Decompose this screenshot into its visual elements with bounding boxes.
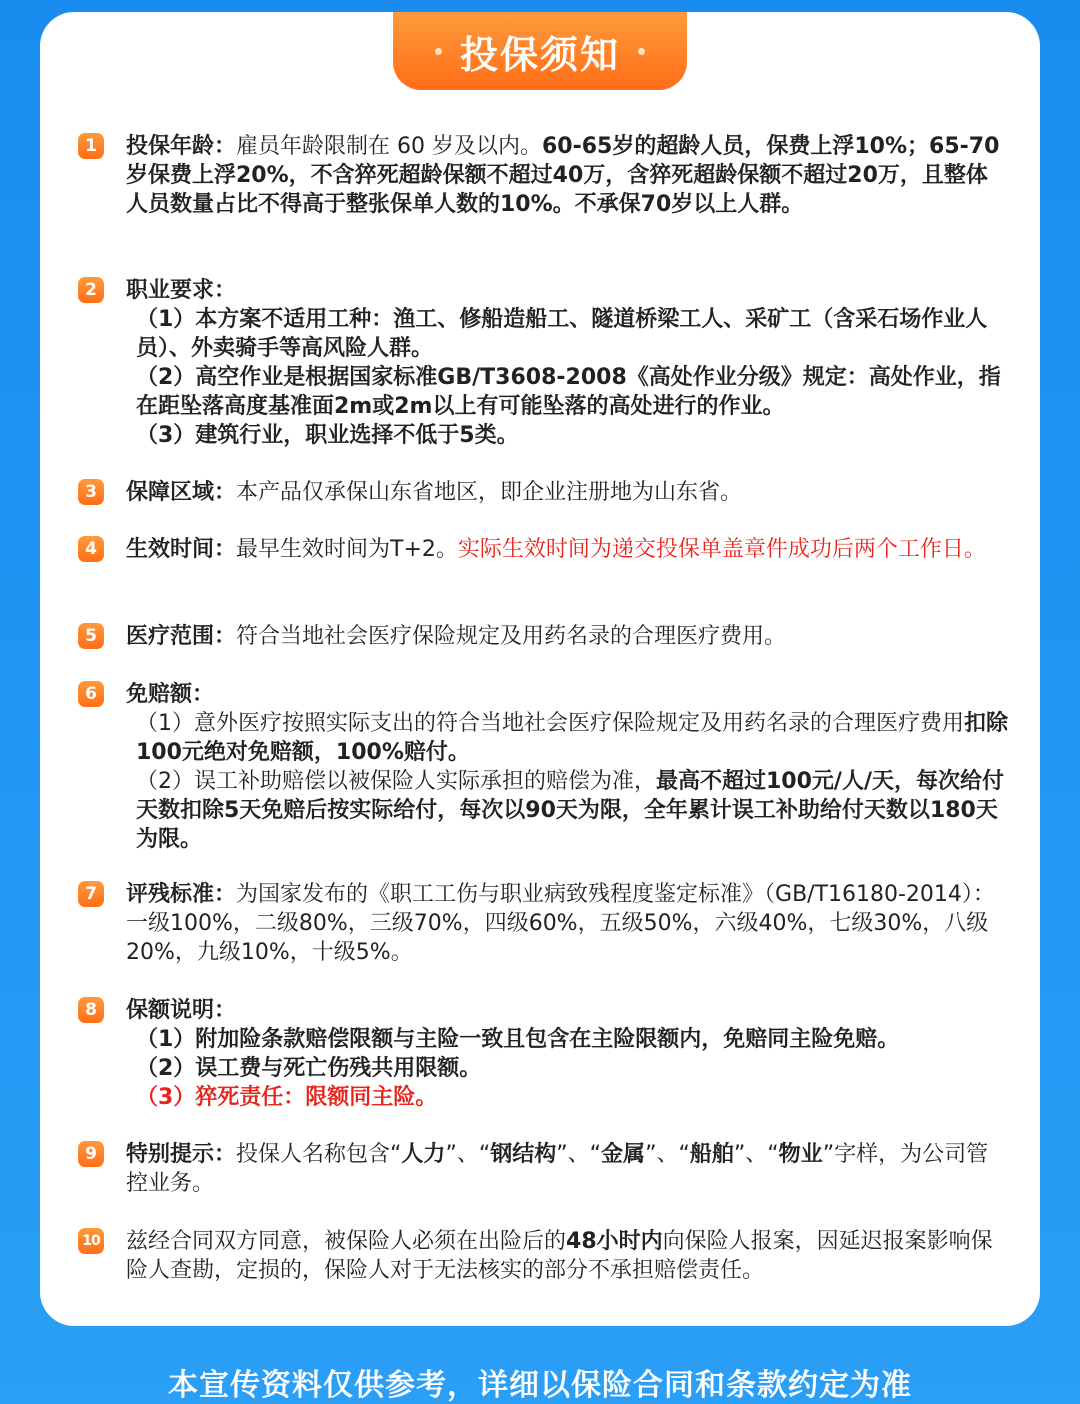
item-number-badge: 2: [78, 277, 104, 303]
item-text: 保额说明： （1）附加险条款赔偿限额与主险一致且包含在主险限额内，免赔同主险免赔。 （2）误工费与死亡伤残共用限额。 （3）猝死责任：限额同主险。: [126, 996, 1008, 1112]
item-number-badge: 5: [78, 623, 104, 649]
item-label: 特别提示：: [126, 1142, 237, 1167]
item-number-badge: 9: [78, 1141, 104, 1167]
item-label: 保障区域：: [126, 480, 237, 505]
item-text: 特别提示：投保人名称包含“人力”、“钢结构”、“金属”、“船舶”、“物业”字样，为公司管控业务。: [126, 1142, 989, 1196]
item-number-badge: 7: [78, 881, 104, 907]
item-label: 职业要求：: [126, 278, 237, 303]
item-label: 评残标准：: [126, 882, 237, 907]
item-text: 评残标准：为国家发布的《职工工伤与职业病致残程度鉴定标准》（GB/T16180-2014）：一级100%，二级80%，三级70%，四级60%，五级50%，六级40%，七级30%，八级20%，九级10%，十级5%。: [126, 882, 995, 965]
item-number-badge: 3: [78, 479, 104, 505]
item-number-badge: 6: [78, 681, 104, 707]
item-label: 免赔额：: [126, 682, 215, 707]
item-text: 兹经合同双方同意，被保险人必须在出险后的48小时内向保险人报案，因延迟报案影响保险人查勘，定损的，保险人对于无法核实的部分不承担赔偿责任。: [126, 1229, 993, 1283]
title-tab: [393, 12, 687, 90]
item-number-badge: 8: [78, 997, 104, 1023]
item-label: 医疗范围：: [126, 624, 237, 649]
item-number-badge: 1: [78, 133, 104, 159]
page-title: 投保须知: [459, 32, 620, 77]
item-label: 保额说明：: [126, 998, 237, 1023]
title-dot-left: [435, 48, 442, 55]
disclaimer-footer: 本宣传资料仅供参考，详细以保险合同和条款约定为准: [168, 1368, 912, 1403]
item-text: 保障区域：本产品仅承保山东省地区，即企业注册地为山东省。: [126, 480, 743, 505]
item-text: 医疗范围：符合当地社会医疗保险规定及用药名录的合理医疗费用。: [126, 624, 787, 649]
item-label: 投保年龄：: [126, 134, 237, 159]
title-dot-right: [638, 48, 645, 55]
item-number-badge: 10: [78, 1228, 104, 1254]
item-text: 投保年龄：雇员年龄限制在 60 岁及以内。60-65岁的超龄人员，保费上浮10%；65-70岁保费上浮20%，不含猝死超龄保额不超过40万，含猝死超龄保额不超过20万，且整体人员数量占比不得高于整张保单人数的10%。不承保70岁以上人群。: [126, 134, 1000, 217]
item-text: 职业要求： （1）本方案不适用工种：渔工、修船造船工、隧道桥梁工人、采矿工（含采石场作业人员）、外卖骑手等高风险人群。 （2）高空作业是根据国家标准GB/T3608-2008《高处作业分级》规定：高处作业，指在距坠落高度基准面2m或2m以上有可能坠落的高处进行的作业。 （3）建筑行业，职业选择不低于5类。: [126, 276, 1008, 450]
item-text: 生效时间：最早生效时间为T+2。实际生效时间为递交投保单盖章件成功后两个工作日。: [126, 537, 986, 562]
item-label: 生效时间：: [126, 537, 237, 562]
item-number-badge: 4: [78, 536, 104, 562]
item-text: 免赔额： （1）意外医疗按照实际支出的符合当地社会医疗保险规定及用药名录的合理医疗费用扣除100元绝对免赔额，100%赔付。 （2）误工补助赔偿以被保险人实际承担的赔偿为准，最高不超过100元/人/天，每次给付天数扣除5天免赔后按实际给付，每次以90天为限，全年累计误工补助给付天数以180天为限。: [126, 682, 1009, 852]
